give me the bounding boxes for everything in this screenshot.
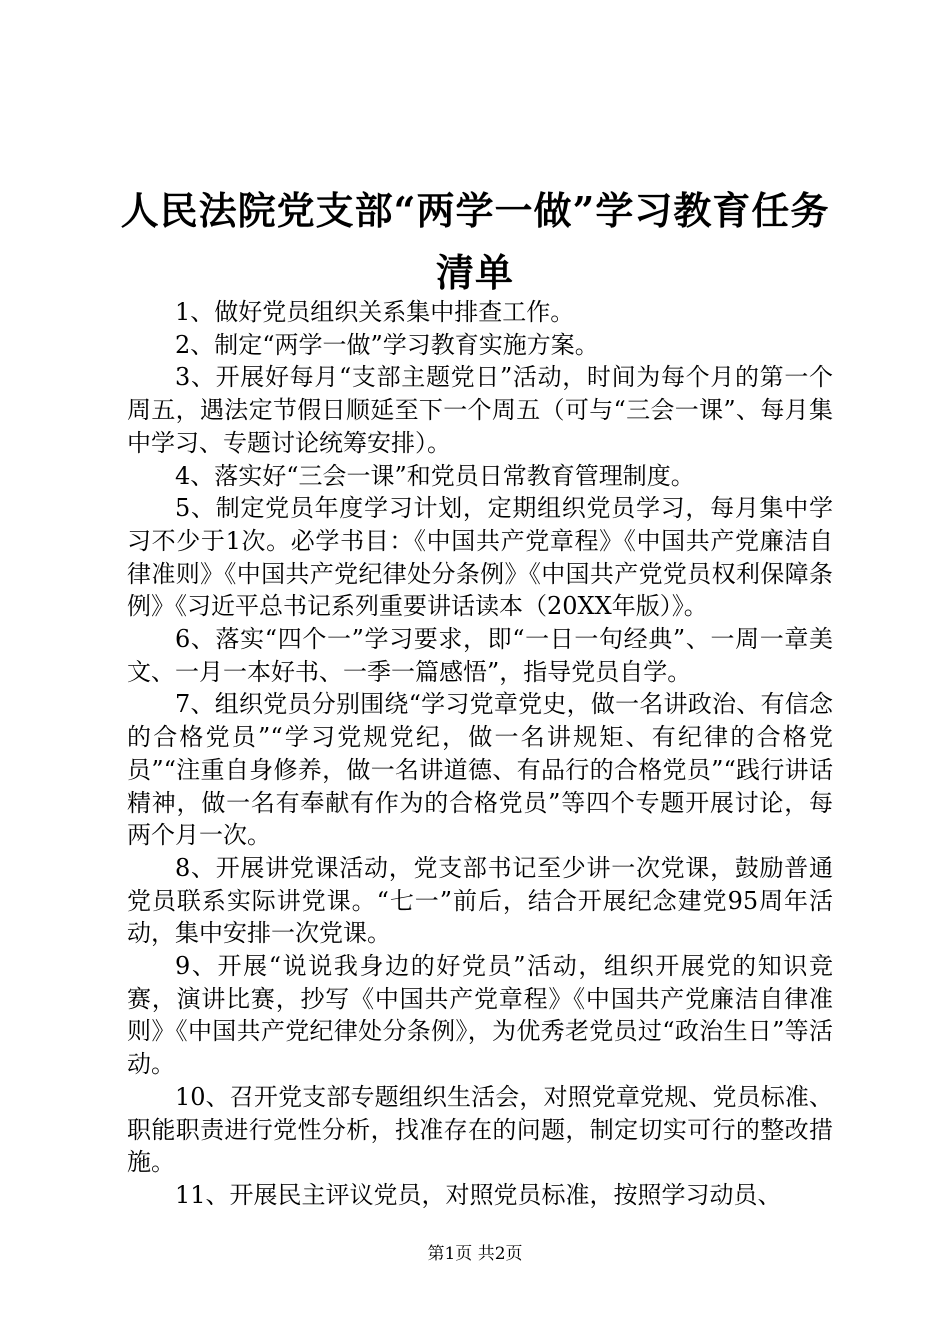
page-number: 第1页 共2页 xyxy=(427,1244,523,1264)
paragraph-9: 9、开展“说说我身边的好党员”活动，组织开展党的知识竞赛，演讲比赛，抄写《中国共产党章程》《中国共产党廉洁自律准则》《中国共产党纪律处分条例》，为优秀老党员过“政治生日”等活动。 xyxy=(127,952,833,1079)
paragraph-5: 5、制定党员年度学习计划，定期组织党员学习，每月集中学习不少于1次。必学书目：《中国共产党章程》《中国共产党廉洁自律准则》《中国共产党纪律处分条例》《中国共产党党员权利保障条例》《习近平总书记系列重要讲话读本（20XX年版）》。 xyxy=(127,494,833,621)
document-body xyxy=(127,296,833,1212)
paragraph-7: 7、组织党员分别围绕“学习党章党史，做一名讲政治、有信念的合格党员”“学习党规党纪，做一名讲规矩、有纪律的合格党员”“注重自身修养，做一名讲道德、有品行的合格党员”“践行讲话精神，做一名有奉献有作为的合格党员”等四个专题开展讨论，每两个月一次。 xyxy=(127,690,833,850)
paragraph-3: 3、开展好每月“支部主题党日”活动，时间为每个月的第一个周五，遇法定节假日顺延至下一个周五（可与“三会一课”、每月集中学习、专题讨论统筹安排）。 xyxy=(127,363,833,457)
paragraph-1: 1、做好党员组织关系集中排查工作。 xyxy=(175,298,575,326)
paragraph-10: 10、召开党支部专题组织生活会，对照党章党规、党员标准、职能职责进行党性分析，找准存在的问题，制定切实可行的整改措施。 xyxy=(127,1082,833,1177)
paragraph-11: 11、开展民主评议党员，对照党员标准，按照学习动员、 xyxy=(175,1180,782,1209)
page-footer xyxy=(0,1243,950,1265)
document-title: 人民法院党支部“两学一做”学习教育任务清单 xyxy=(120,188,830,295)
paragraph-6: 6、落实“四个一”学习要求，即“一日一句经典”、一周一章美文、一月一本好书、一季一篇感悟”，指导党员自学。 xyxy=(127,625,833,686)
paragraph-8: 8、开展讲党课活动，党支部书记至少讲一次党课，鼓励普通党员联系实际讲党课。“七一”前后，结合开展纪念建党95周年活动，集中安排一次党课。 xyxy=(127,853,833,948)
paragraph-4: 4、落实好“三会一课”和党员日常教育管理制度。 xyxy=(175,461,695,490)
paragraph-2: 2、制定“两学一做”学习教育实施方案。 xyxy=(175,330,599,359)
